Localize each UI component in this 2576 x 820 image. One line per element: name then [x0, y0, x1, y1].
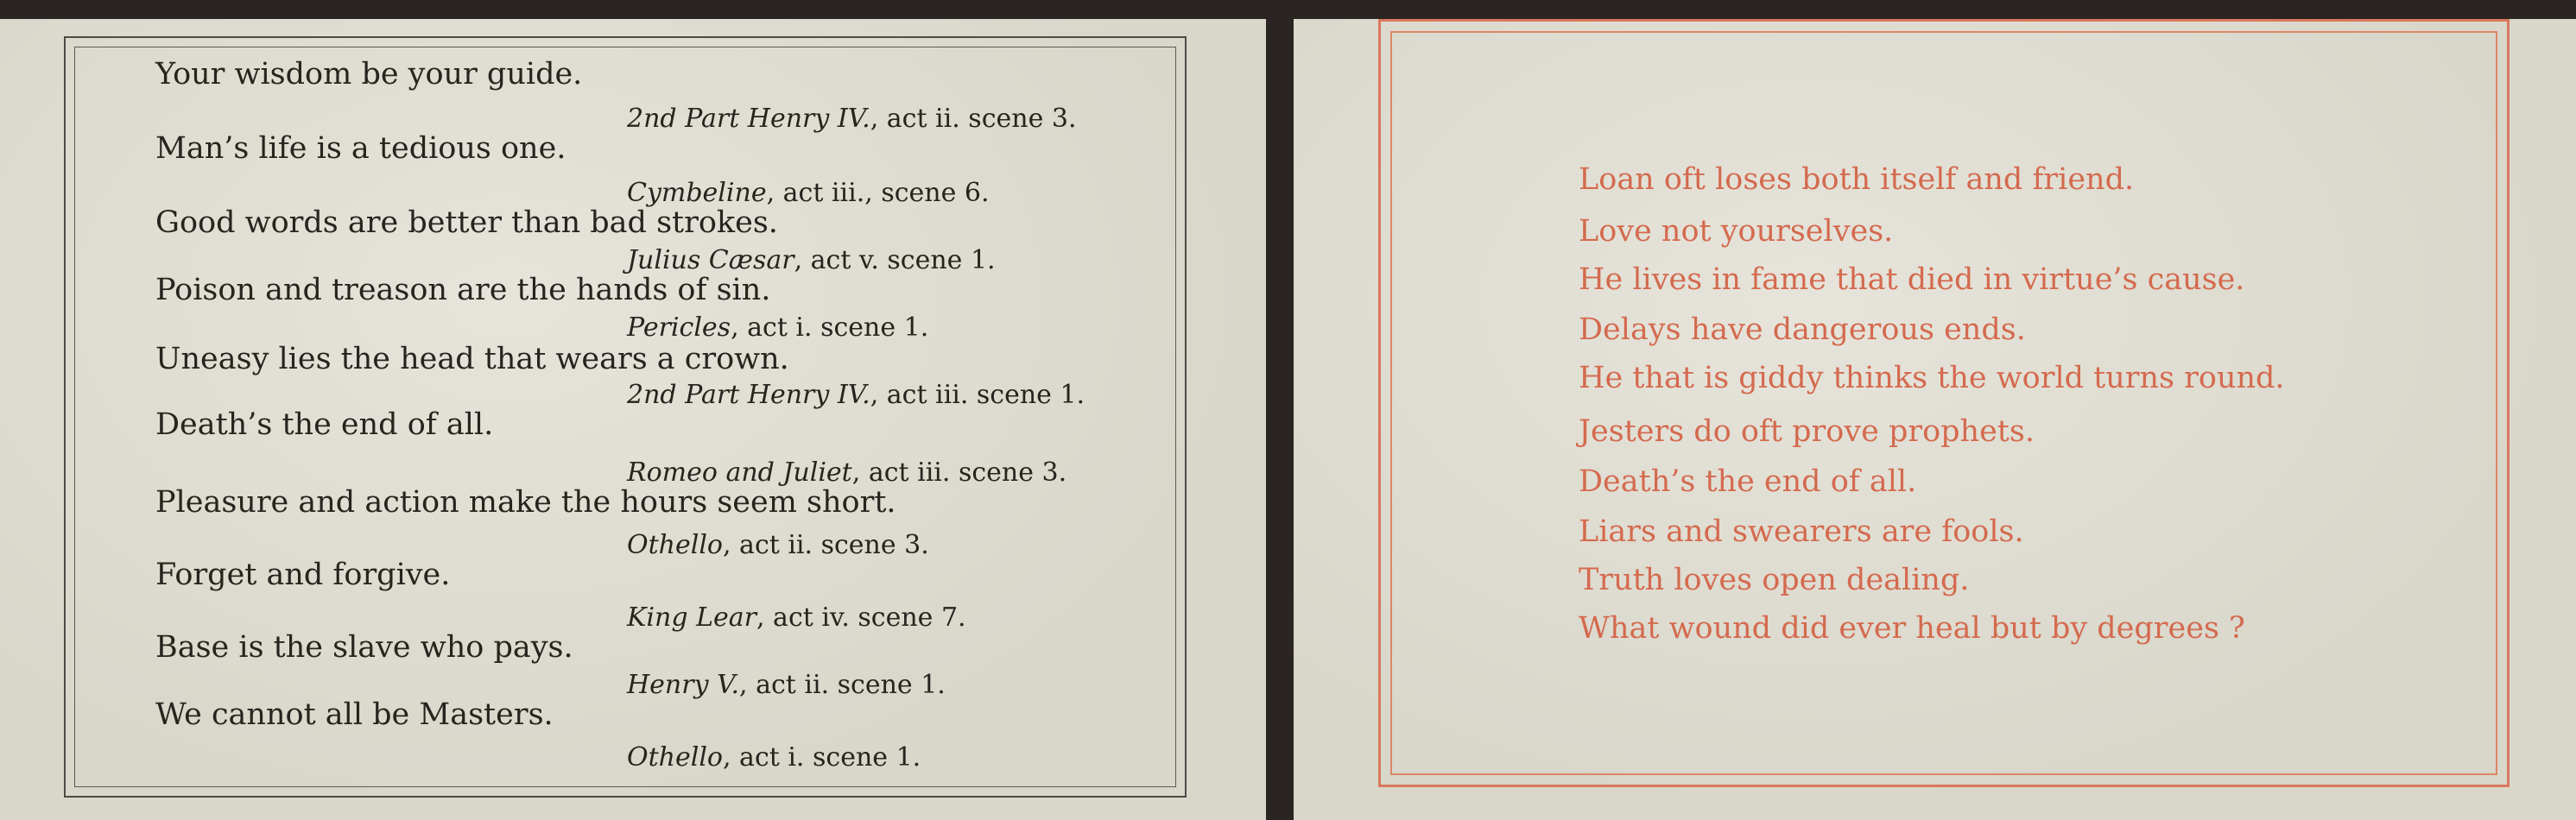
maxim-card-right	[1294, 19, 2576, 820]
maxim-line: Loan oft loses both itself and friend.	[1579, 162, 2135, 197]
quote-source: 2nd Part Henry IV., act ii. scene 3.	[627, 104, 1077, 134]
quote-source: Pericles, act i. scene 1.	[627, 312, 929, 343]
maxim-line: Truth loves open dealing.	[1579, 563, 1970, 597]
quote-source: Othello, act ii. scene 3.	[627, 530, 929, 560]
maxim-line: Jesters do oft prove prophets.	[1579, 414, 2035, 449]
quote-text: Forget and forgive.	[155, 558, 451, 592]
maxim-line: What wound did ever heal but by degrees ?	[1579, 611, 2245, 646]
quote-text: Your wisdom be your guide.	[155, 57, 583, 91]
maxim-line: Delays have dangerous ends.	[1579, 312, 2026, 347]
quote-source: Cymbeline, act iii., scene 6.	[627, 178, 990, 208]
maxim-line: He lives in fame that died in virtue’s cause.	[1579, 262, 2245, 297]
quote-source: Romeo and Juliet, act iii. scene 3.	[627, 457, 1067, 488]
quote-text: Death’s the end of all.	[155, 407, 494, 442]
quote-text: We cannot all be Masters.	[155, 697, 554, 732]
maxim-line: Love not yourselves.	[1579, 214, 1894, 249]
quote-text: Poison and treason are the hands of sin.	[155, 273, 771, 307]
maxim-line: Death’s the end of all.	[1579, 464, 1917, 499]
maxim-line: He that is giddy thinks the world turns round.	[1579, 361, 2285, 395]
maxim-line: Liars and swearers are fools.	[1579, 514, 2024, 549]
quote-source: 2nd Part Henry IV., act iii. scene 1.	[627, 380, 1085, 410]
maxim-list	[1294, 19, 2576, 820]
quote-source: Othello, act i. scene 1.	[627, 742, 921, 773]
quote-text: Uneasy lies the head that wears a crown.	[155, 342, 789, 376]
quote-text: Base is the slave who pays.	[155, 630, 573, 665]
quote-source: Henry V., act ii. scene 1.	[627, 670, 946, 700]
quote-text: Pleasure and action make the hours seem short.	[155, 485, 896, 520]
quote-source: Julius Cæsar, act v. scene 1.	[627, 245, 996, 275]
quote-source: King Lear, act iv. scene 7.	[627, 602, 966, 633]
quote-list	[0, 19, 1266, 820]
quote-text: Good words are better than bad strokes.	[155, 205, 778, 240]
quote-card-left	[0, 19, 1266, 820]
quote-text: Man’s life is a tedious one.	[155, 131, 566, 166]
